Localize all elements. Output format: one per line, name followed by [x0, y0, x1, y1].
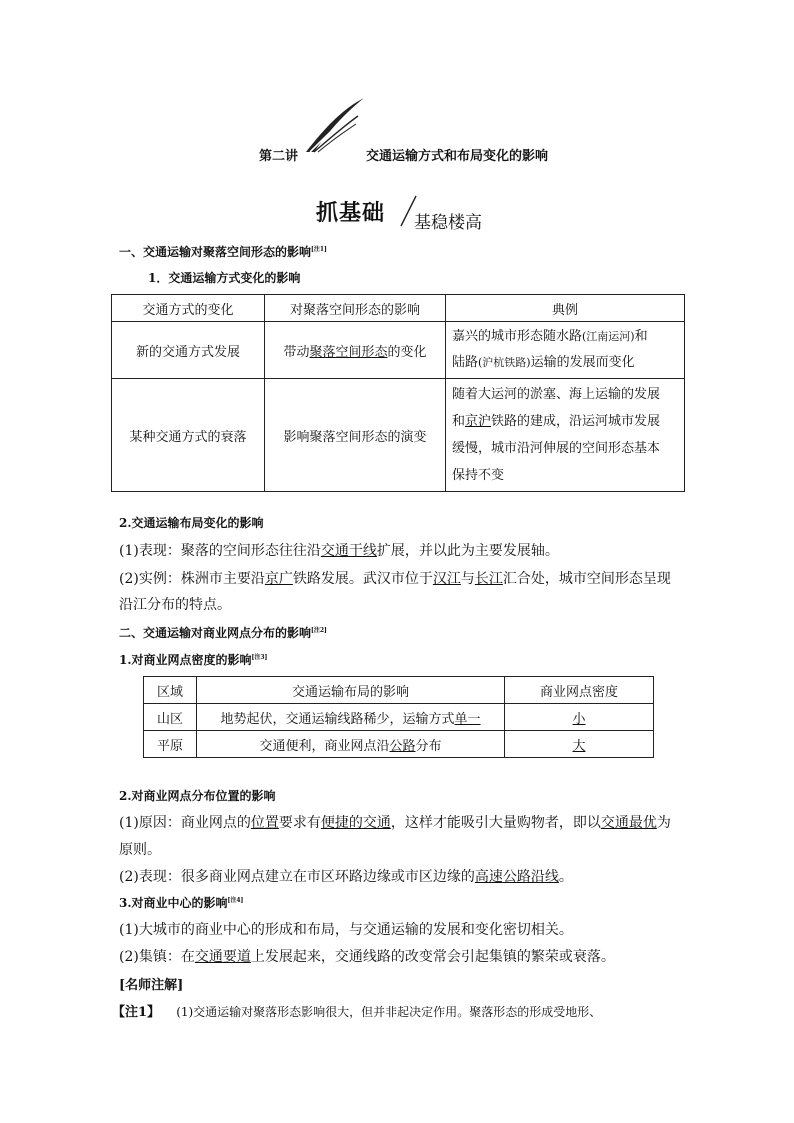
section2-p3: (1)大城市的商业中心的形成和布局，与交通运输的发展和变化密切相关。: [119, 922, 573, 938]
note-ref: [注3]: [251, 654, 268, 661]
table-header: 交通方式的变化: [112, 295, 265, 322]
notes-heading: [名师注解]: [119, 978, 184, 993]
section1-p2-line2: 沿江分布的特点。: [119, 597, 231, 613]
table-cell: 山区: [144, 704, 197, 731]
section2-p1: (1)原因：商业网点的位置要求有便捷的交通，这样才能吸引大量购物者，即以交通最优为: [119, 815, 671, 831]
page-title: 交通运输方式和布局变化的影响: [366, 149, 549, 164]
table-cell: 新的交通方式发展: [112, 322, 265, 379]
table-cell: 小: [505, 704, 654, 731]
table-header: 商业网点密度: [505, 677, 654, 704]
table-cell: 嘉兴的城市形态随水路(江南运河)和 陆路(沪杭铁路)运输的发展而变化: [446, 322, 685, 379]
table-cell: 某种交通方式的衰落: [112, 379, 265, 492]
section1-p1: (1)表现：聚落的空间形态往往沿交通干线扩展，并以此为主要发展轴。: [119, 543, 559, 559]
table-header: 典例: [446, 295, 685, 322]
note-ref: [注1]: [311, 246, 327, 253]
section1-sub1: 1．交通运输方式变化的影响: [148, 271, 301, 285]
section2-p1-line2: 原则。: [119, 842, 161, 858]
table-header: 交通运输布局的影响: [197, 677, 505, 704]
section1-heading: 一、交通运输对聚落空间形态的影响[注1]: [119, 245, 327, 259]
table-cell: 交通便利，商业网点沿公路分布: [197, 731, 505, 758]
table-cell: 地势起伏，交通运输线路稀少，运输方式单一: [197, 704, 505, 731]
section2-sub3: 3.对商业中心的影响[注4]: [119, 896, 244, 910]
section2-sub2: 2.对商业网点分布位置的影响: [119, 789, 276, 803]
transport-change-table: [111, 294, 685, 492]
table-cell: 带动聚落空间形态的变化: [265, 322, 446, 379]
banner-sub: 基稳楼高: [414, 213, 482, 233]
note1-text: (1)交通运输对聚落形态影响很大，但并非起决定作用。聚落形态的形成受地形、: [176, 1005, 602, 1019]
table-cell: 平原: [144, 731, 197, 758]
swoosh-logo-icon: [300, 96, 370, 156]
section2-p4: (2)集镇：在交通要道上发展起来，交通线路的改变常会引起集镇的繁荣或衰落。: [119, 949, 615, 965]
table-cell: 大: [505, 731, 654, 758]
table-header: 对聚落空间形态的影响: [265, 295, 446, 322]
section2-p2: (2)表现：很多商业网点建立在市区环路边缘或市区边缘的高速公路沿线。: [119, 869, 573, 885]
note1-label: 【注1】: [112, 1005, 161, 1020]
table-header: 区域: [144, 677, 197, 704]
table-cell: 影响聚落空间形态的演变: [265, 379, 446, 492]
commerce-density-table: [143, 676, 654, 758]
note1: [112, 1001, 601, 1020]
lecture-label: 第二讲: [259, 149, 299, 164]
banner-main: 抓基础: [316, 201, 386, 226]
section2-heading: 二、交通运输对商业网点分布的影响[注2]: [119, 626, 327, 640]
note-ref: [注4]: [227, 897, 244, 904]
section2-sub1: 1.对商业网点密度的影响[注3]: [119, 653, 268, 667]
section1-sub2: 2.交通运输布局变化的影响: [119, 516, 264, 530]
section1-p2: (2)实例：株洲市主要沿京广铁路发展。武汉市位于汉江与长江汇合处，城市空间形态呈现: [119, 571, 671, 587]
note-ref: [注2]: [311, 627, 327, 634]
table-cell: 随着大运河的淤塞、海上运输的发展 和京沪铁路的建成，沿运河城市发展 缓慢，城市沿河伸展的空间形态基本 保持不变: [446, 379, 685, 492]
